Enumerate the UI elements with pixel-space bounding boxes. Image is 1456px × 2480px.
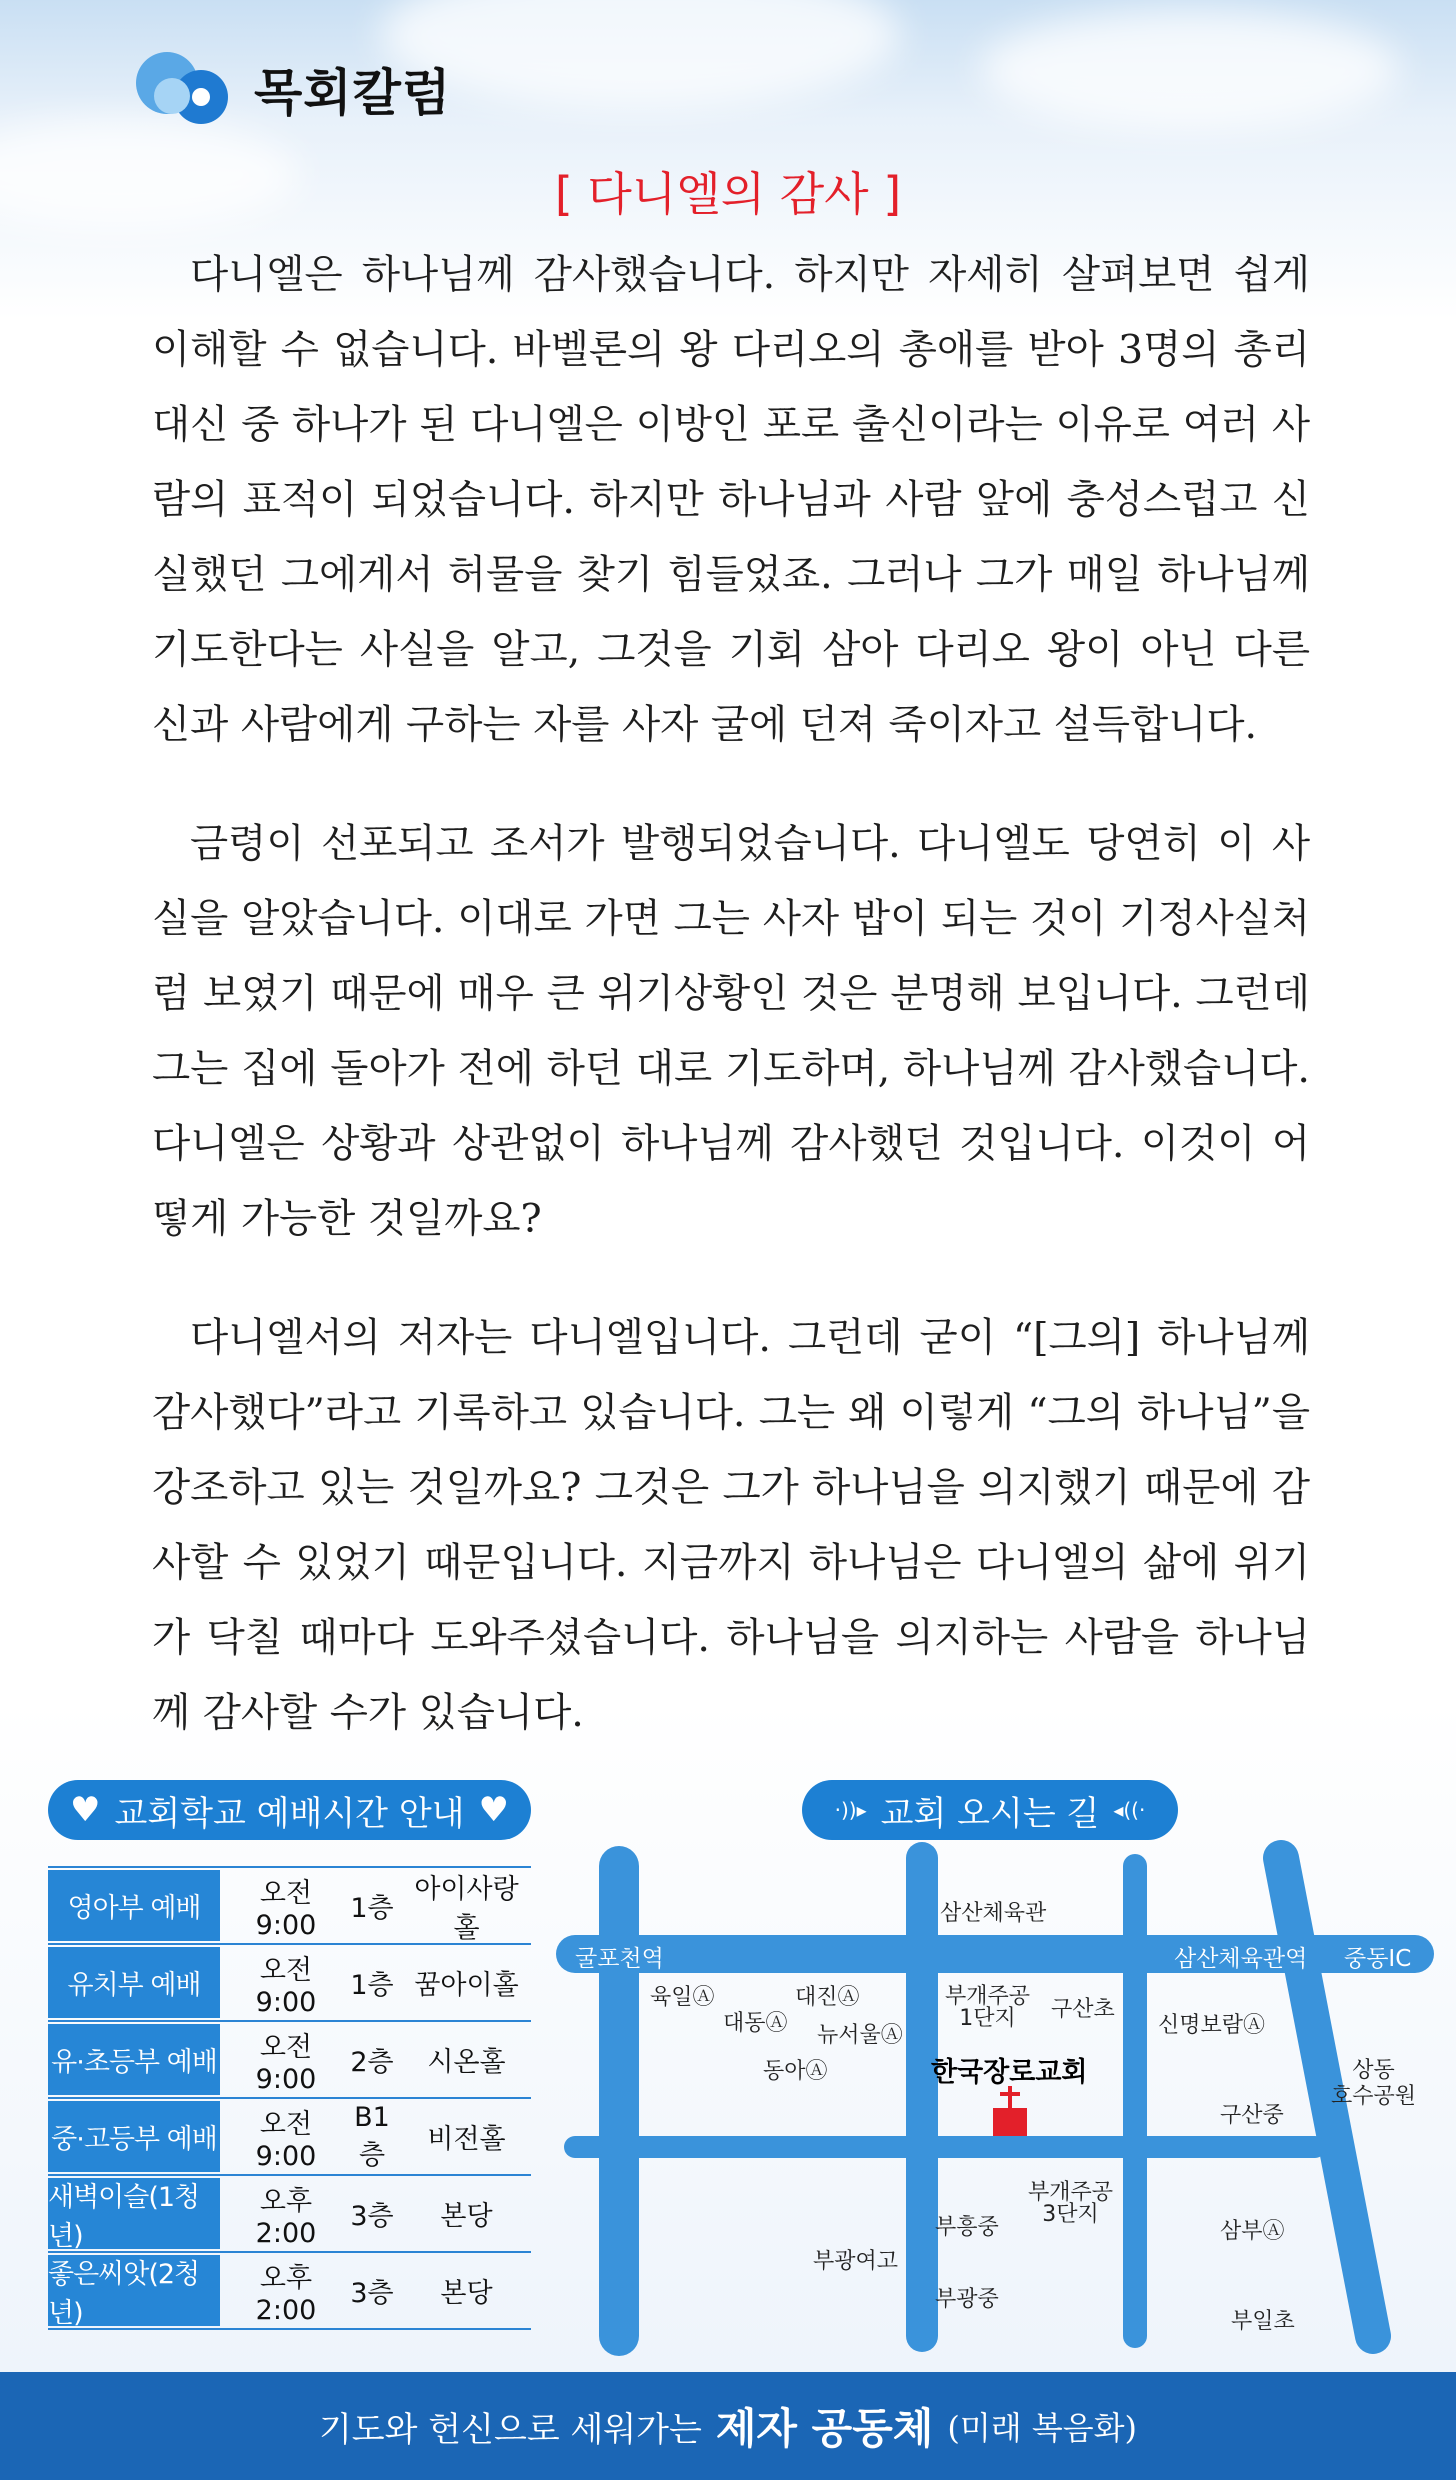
label-samsan-gym: 삼산체육관 [940,1901,1047,1926]
service-floor: 1층 [350,1970,394,2001]
label-sangdong-park: 상동 호수공원 [1331,2058,1417,2109]
label-gulpo-station: 굴포천역 [575,1946,664,1972]
dept-label: 영아부 예배 [48,1870,220,1941]
schedule-title-pill [48,1780,531,1840]
schedule-title: 교회학교 예배시간 안내 [114,1793,465,1834]
label-gusan-elementary: 구산초 [1051,1997,1115,2022]
schedule-table [48,1866,531,2330]
heart-icon: ♥ [478,1790,510,1830]
sound-wave-right-icon: ·))▸ [834,1798,867,1822]
service-time: 오전 9:00 [255,1954,317,2018]
label-bugwang-girls: 부광여고 [813,2249,899,2274]
column-title: [ 다니엘의 감사 ] [554,167,902,221]
column-paragraph: 다니엘은 하나님께 감사했습니다. 하지만 자세히 살펴보면 쉽게 이해할 수 없습니다. 바벨론의 왕 다리오의 총애를 받아 3명의 총리 대신 중 하나가 된 다니엘은 이방인 포로 출신이라는 이유로 여러 사람의 표적이 되었습니다. 하지만 하나님과 사람 앞에 충성스럽고 신실했던 그에게서 허물을 찾기 힘들었죠. 그러나 그가 매일 하나님께 기도한다는 사실을 알고, 그것을 기회 삼아 다리오 왕이 아닌 다른 신과 사람에게 구하는 자를 사자 굴에 던져 죽이자고 설득합니다. [152,252,1310,748]
label-sinmyeong: 신명보람Ⓐ [1158,2013,1266,2038]
church-marker [993,2086,1027,2136]
dept-label: 좋은씨앗(2청년) [48,2255,220,2326]
service-time: 오전 9:00 [255,2108,317,2172]
label-jungdong-ic: 중동IC [1344,1946,1412,1972]
column-body [152,238,1310,1795]
label-gusan-middle: 구산중 [1220,2103,1284,2128]
service-time: 오후 2:00 [255,2262,317,2326]
service-time: 오후 2:00 [255,2185,317,2249]
label-bugae-3: 부개주공 3단지 [1028,2180,1114,2227]
service-floor: 2층 [350,2047,394,2078]
schedule-row [48,2253,531,2330]
schedule-row [48,1866,531,1945]
dept-label: 유치부 예배 [48,1947,220,2018]
service-place: 비전홀 [427,2124,506,2155]
service-place: 아이사랑홀 [414,1873,519,1944]
service-floor: 3층 [350,2201,394,2232]
service-floor: 1층 [350,1893,394,1924]
label-daejin: 대진Ⓐ [795,1985,860,2010]
page-header [130,44,451,134]
label-yugil: 육일Ⓐ [650,1985,715,2010]
footer-banner [0,2372,1456,2480]
label-sambu: 삼부Ⓐ [1220,2219,1285,2244]
footer-suffix: (미래 복음화) [947,2409,1138,2447]
service-place: 본당 [440,2278,493,2309]
footer-emphasis: 제자 공동체 [715,2404,934,2453]
label-newseoul: 뉴서울Ⓐ [817,2023,903,2048]
label-church: 한국장로교회 [931,2057,1088,2088]
service-place: 시온홀 [427,2047,506,2078]
footer-prefix: 기도와 헌신으로 세워가는 [318,2409,702,2450]
directions-map [555,1836,1435,2356]
label-daedong: 대동Ⓐ [723,2011,788,2036]
service-place: 본당 [440,2201,493,2232]
section-title: 목회칼럼 [254,64,452,122]
service-time: 오전 9:00 [255,2031,317,2095]
map-title: 교회 오시는 길 [880,1793,1100,1834]
flower-logo-icon [130,44,234,134]
heart-icon: ♥ [69,1790,101,1830]
label-bugwang-middle: 부광중 [935,2287,999,2312]
dept-label: 중·고등부 예배 [48,2101,220,2172]
label-buil: 부일초 [1231,2309,1295,2334]
schedule-row [48,2099,531,2176]
service-place: 꿈아이홀 [414,1970,519,2001]
sound-wave-left-icon: ◂((· [1113,1798,1146,1822]
label-bugae-1: 부개주공 1단지 [945,1984,1031,2031]
dept-label: 유·초등부 예배 [48,2024,220,2095]
schedule-row [48,2022,531,2099]
schedule-row [48,2176,531,2253]
label-buheung: 부흥중 [935,2215,999,2240]
label-donga: 동아Ⓐ [763,2059,828,2084]
dept-label: 새벽이슬(1청년) [48,2178,220,2249]
service-floor: B1층 [354,2101,390,2171]
column-paragraph: 다니엘서의 저자는 다니엘입니다. 그런데 굳이 “[그의] 하나님께 감사했다”라고 기록하고 있습니다. 그는 왜 이렇게 “그의 하나님”을 강조하고 있는 것일까요? 그것은 그가 하나님을 의지했기 때문에 감사할 수 있었기 때문입니다. 지금까지 하나님은 다니엘의 삶에 위기가 닥칠 때마다 도와주셨습니다. 하나님을 의지하는 사람을 하나님께 감사할 수가 있습니다. [152,1315,1310,1736]
column-paragraph: 금령이 선포되고 조서가 발행되었습니다. 다니엘도 당연히 이 사실을 알았습니다. 이대로 가면 그는 사자 밥이 되는 것이 기정사실처럼 보였기 때문에 매우 큰 위기상황인 것은 분명해 보입니다. 그런데 그는 집에 돌아가 전에 하던 대로 기도하며, 하나님께 감사했습니다. 다니엘은 상황과 상관없이 하나님께 감사했던 것입니다. 이것이 어떻게 가능한 것일까요? [152,821,1310,1242]
label-samsan-station: 삼산체육관역 [1174,1946,1308,1972]
service-floor: 3층 [350,2278,394,2309]
map-title-pill [802,1780,1178,1840]
schedule-row [48,1945,531,2022]
service-time: 오전 9:00 [255,1877,317,1941]
